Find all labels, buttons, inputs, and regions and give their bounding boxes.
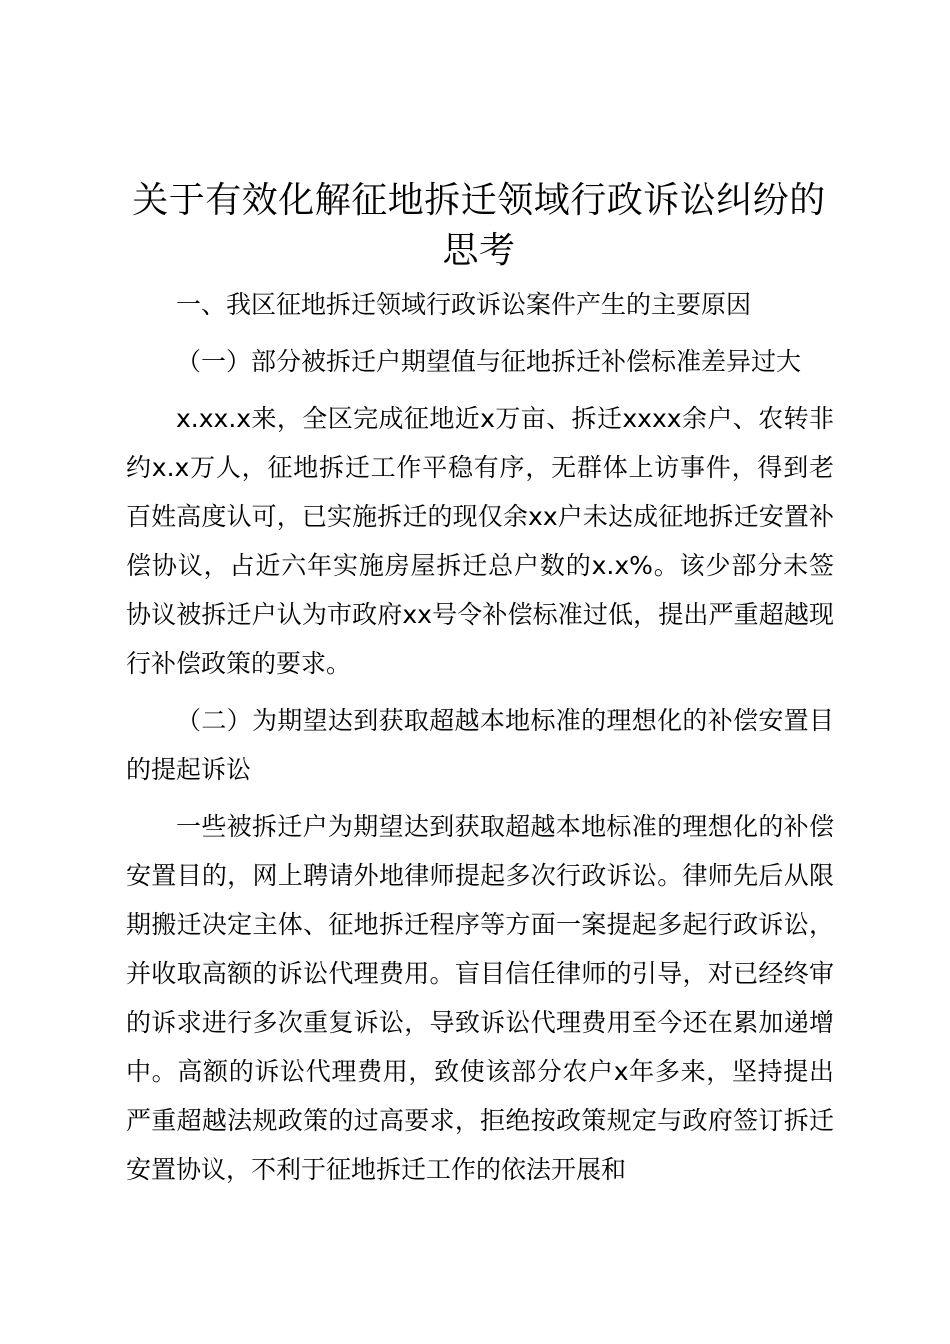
subsection-heading: （二）为期望达到获取超越本地标准的理想化的补偿安置目的提起诉讼 [126,706,834,784]
subsection-heading: （一）部分被拆迁户期望值与征地拆迁补偿标准差异过大 [176,347,802,376]
document-title: 关于有效化解征地拆迁领域行政诉讼纠纷的思考 [132,180,826,271]
body-paragraph: x.xx.x来，全区完成征地近x万亩、拆迁xxxx余户、农转非约x.x万人，征地拆迁工作平稳有序，无群体上访事件，得到老百姓高度认可，已实施拆迁的现仅余xx户未达成征地拆迁安置补偿协议，占近六年实施房屋拆迁总户数的x.x%。该少部分未签协议被拆迁户认为市政府xx号令补偿标准过低，提出严重超越现行补偿政策的要求。 [126,404,834,678]
section-heading: 一、我区征地拆迁领域行政诉讼案件产生的主要原因 [176,290,752,319]
document-body [126,280,834,1194]
body-paragraph: 一些被拆迁户为期望达到获取超越本地标准的理想化的补偿安置目的，网上聘请外地律师提起多次行政诉讼。律师先后从限期搬迁决定主体、征地拆迁程序等方面一案提起多起行政诉讼，并收取高额的诉讼代理费用。盲目信任律师的引导，对已经终审的诉求进行多次重复诉讼，导致诉讼代理费用至今还在累加递增中。高额的诉讼代理费用，致使该部分农户x年多来，坚持提出严重超越法规政策的过高要求，拒绝按政策规定与政府签订拆迁安置协议，不利于征地拆迁工作的依法开展和 [126,812,834,1184]
